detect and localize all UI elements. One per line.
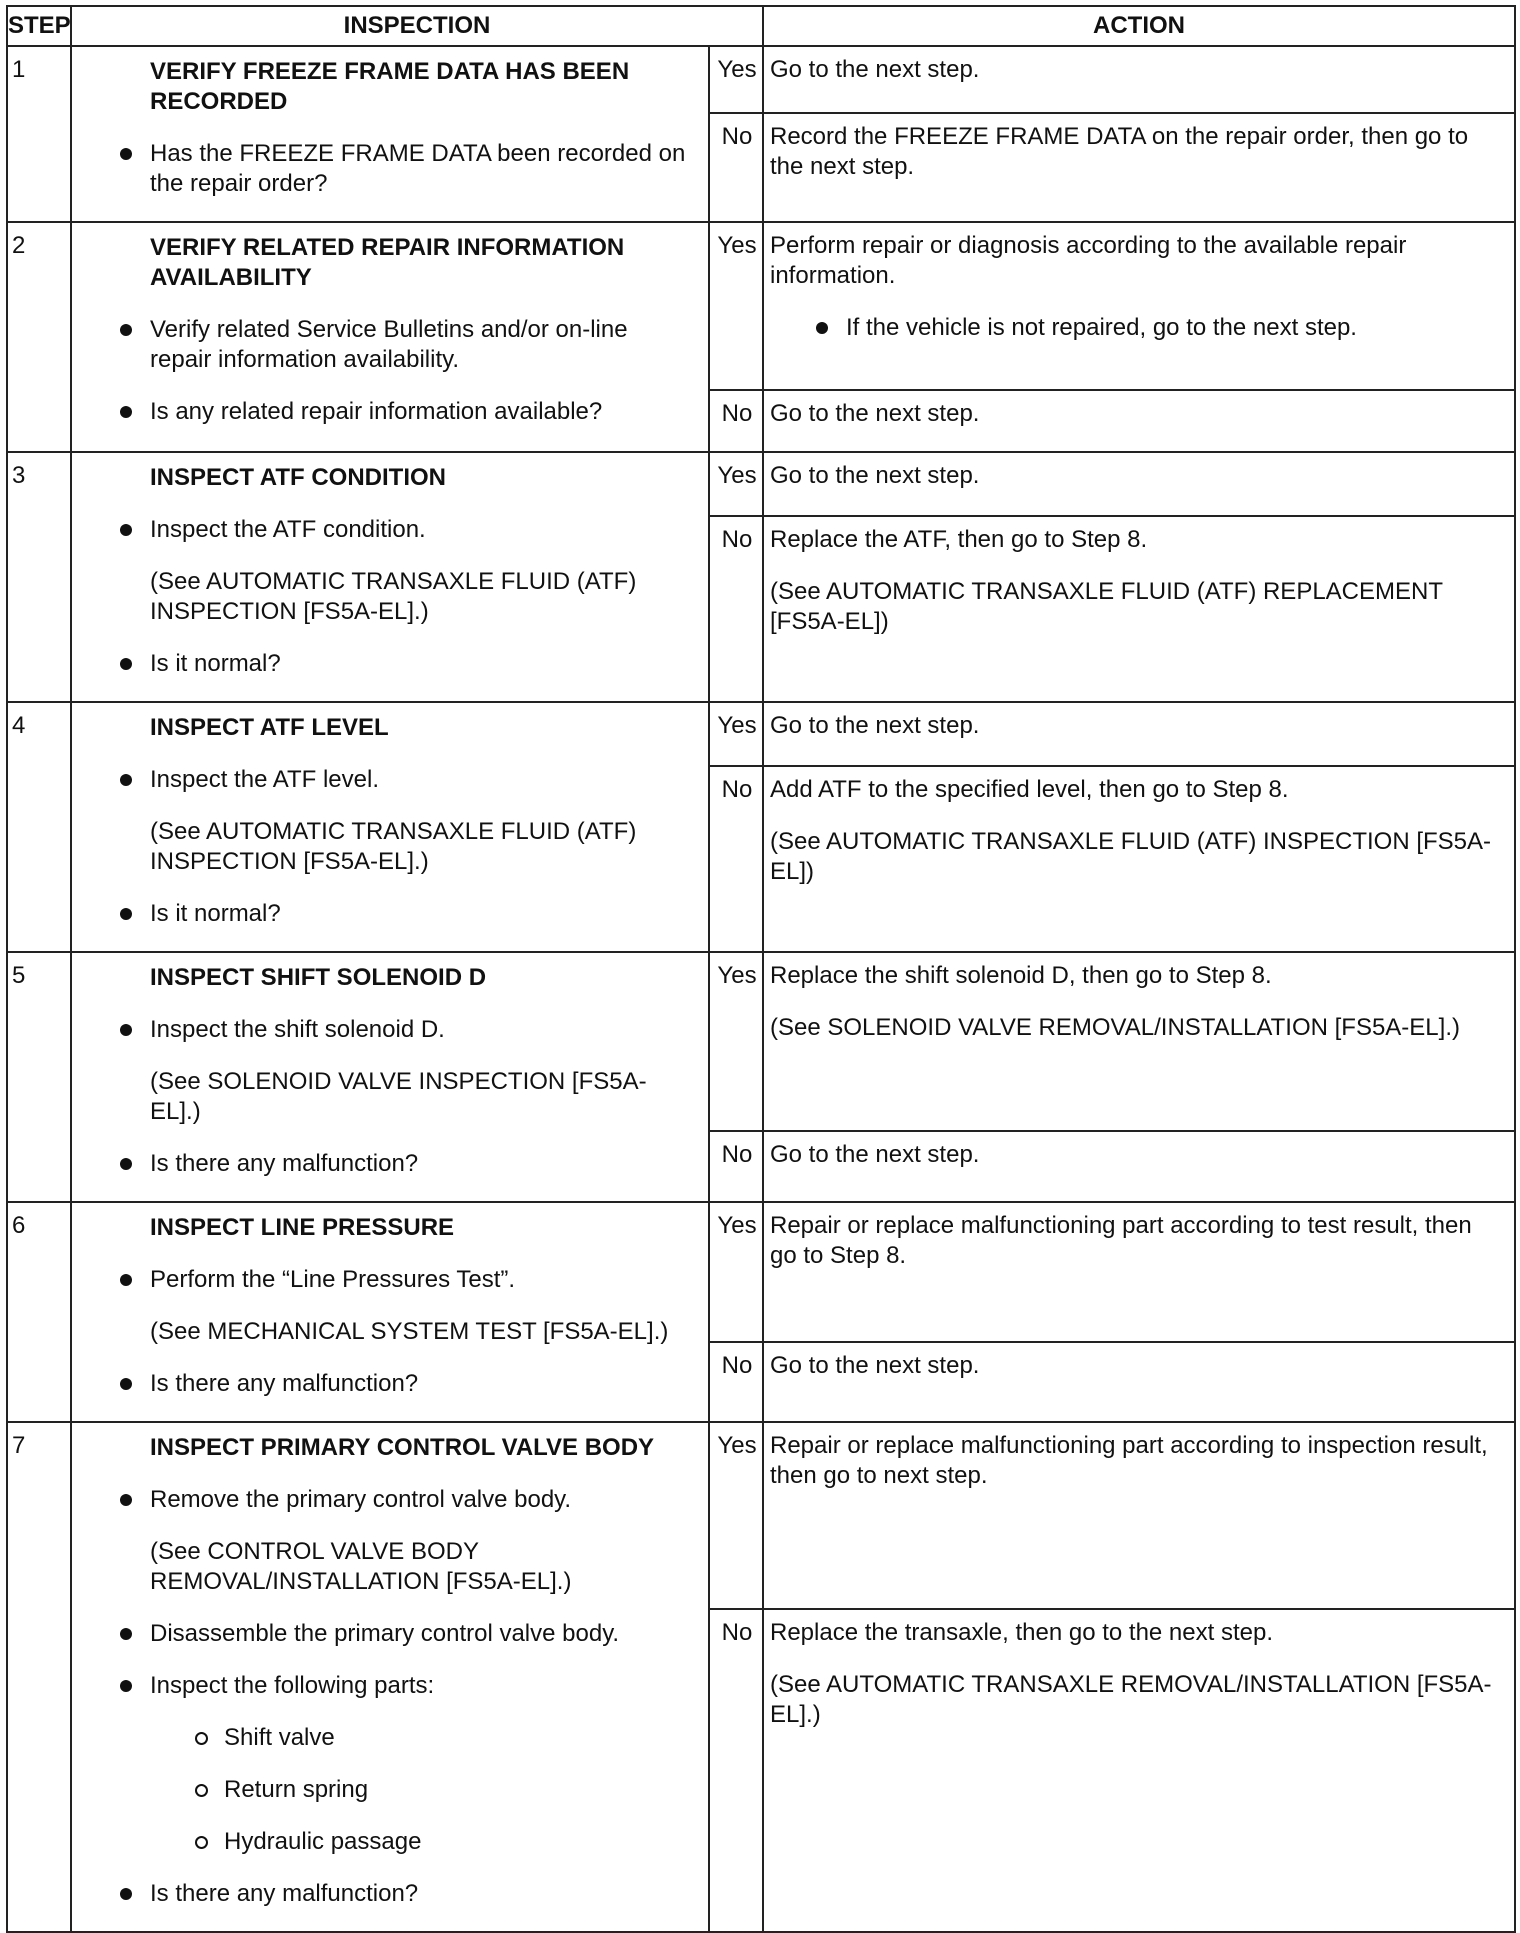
action-text: Go to the next step. [770, 1351, 980, 1379]
step-5-inspection [71, 952, 709, 1202]
step-6-inspection [71, 1202, 709, 1422]
step-title: INSPECT LINE PRESSURE [150, 1214, 455, 1241]
reference-text: (See AUTOMATIC TRANSAXLE FLUID (ATF) INSPECTION [FS5A-EL].) [150, 818, 637, 875]
part-item: Hydraulic passage [72, 1827, 688, 1857]
inspection-bullet: Is there any malfunction? [72, 1149, 688, 1179]
no-label: No [709, 1342, 763, 1422]
step-title: INSPECT ATF CONDITION [150, 464, 446, 491]
yes-action [763, 222, 1515, 390]
yes-action [763, 46, 1515, 113]
yes-label: Yes [709, 46, 763, 113]
no-label: No [709, 516, 763, 702]
no-action [763, 113, 1515, 222]
reference-text: (See AUTOMATIC TRANSAXLE FLUID (ATF) INSPECTION [FS5A-EL].) [150, 568, 637, 625]
no-action [763, 1342, 1515, 1422]
action-reference: (See AUTOMATIC TRANSAXLE FLUID (ATF) INSPECTION [FS5A-EL]) [770, 828, 1492, 886]
header-step: STEP [7, 6, 71, 46]
inspection-bullet: Verify related Service Bulletins and/or on-line repair information availability. [72, 315, 688, 375]
yes-label: Yes [709, 222, 763, 390]
part-item: Return spring [72, 1775, 688, 1805]
step-7-inspection [71, 1422, 709, 1932]
step-number: 4 [7, 702, 71, 952]
action-text: Go to the next step. [770, 400, 980, 427]
step-number: 3 [7, 452, 71, 702]
action-reference: (See AUTOMATIC TRANSAXLE REMOVAL/INSTALLATION [FS5A-EL].) [770, 1671, 1492, 1728]
inspection-bullet: Inspect the following parts: [72, 1671, 688, 1701]
table-header-row [7, 6, 1515, 46]
step-number: 2 [7, 222, 71, 452]
yes-label: Yes [709, 1202, 763, 1342]
action-bullet: If the vehicle is not repaired, go to the next step. [770, 313, 1502, 343]
step-4-yes-row [7, 702, 1515, 766]
action-text: Perform repair or diagnosis according to the available repair information. [770, 232, 1407, 289]
no-label: No [709, 766, 763, 952]
yes-action [763, 452, 1515, 516]
inspection-bullet: Disassemble the primary control valve body. [72, 1619, 688, 1649]
action-text: Go to the next step. [770, 1140, 980, 1168]
yes-label: Yes [709, 452, 763, 516]
step-2-yes-row [7, 222, 1515, 390]
step-title: INSPECT SHIFT SOLENOID D [150, 964, 487, 991]
action-text: Go to the next step. [770, 462, 980, 489]
action-text: Repair or replace malfunctioning part according to inspection result, then go to next step. [770, 1432, 1488, 1489]
step-4-inspection [71, 702, 709, 952]
reference-text: (See MECHANICAL SYSTEM TEST [FS5A-EL].) [150, 1318, 669, 1345]
no-action [763, 766, 1515, 952]
step-number: 1 [7, 46, 71, 222]
inspection-bullet: Remove the primary control valve body. [72, 1485, 688, 1515]
no-action [763, 1131, 1515, 1202]
action-text: Replace the transaxle, then go to the next step. [770, 1619, 1273, 1646]
yes-action [763, 702, 1515, 766]
inspection-bullet: Is it normal? [72, 649, 688, 679]
step-1-inspection [71, 46, 709, 222]
part-item: Shift valve [72, 1723, 688, 1753]
action-text: Repair or replace malfunctioning part according to test result, then go to Step 8. [770, 1212, 1472, 1269]
inspection-bullet: Inspect the ATF condition. [72, 515, 688, 545]
step-6-yes-row [7, 1202, 1515, 1342]
yes-action [763, 1422, 1515, 1609]
step-title: VERIFY RELATED REPAIR INFORMATION AVAILABILITY [150, 234, 625, 291]
header-inspection: INSPECTION [71, 6, 763, 46]
action-text: Replace the shift solenoid D, then go to Step 8. [770, 962, 1272, 989]
inspection-bullet: Has the FREEZE FRAME DATA been recorded on the repair order? [72, 139, 688, 199]
step-number: 7 [7, 1422, 71, 1932]
inspection-bullet: Inspect the shift solenoid D. [72, 1015, 688, 1045]
step-3-yes-row [7, 452, 1515, 516]
step-title: VERIFY FREEZE FRAME DATA HAS BEEN RECORDED [150, 58, 630, 115]
inspection-bullet: Is any related repair information available? [72, 397, 688, 427]
step-5-yes-row [7, 952, 1515, 1131]
step-title: INSPECT PRIMARY CONTROL VALVE BODY [150, 1434, 655, 1461]
inspection-bullet: Perform the “Line Pressures Test”. [72, 1265, 688, 1295]
action-text: Replace the ATF, then go to Step 8. [770, 526, 1148, 554]
action-text: Go to the next step. [770, 712, 980, 739]
inspection-bullet: Is there any malfunction? [72, 1369, 688, 1399]
header-action: ACTION [763, 6, 1515, 46]
yes-label: Yes [709, 702, 763, 766]
step-title: INSPECT ATF LEVEL [150, 714, 389, 741]
reference-text: (See SOLENOID VALVE INSPECTION [FS5A-EL].) [150, 1068, 647, 1125]
no-label: No [709, 1609, 763, 1932]
step-1-yes-row [7, 46, 1515, 113]
reference-text: (See CONTROL VALVE BODY REMOVAL/INSTALLATION [FS5A-EL].) [150, 1538, 572, 1595]
step-number: 6 [7, 1202, 71, 1422]
inspection-bullet: Inspect the ATF level. [72, 765, 688, 795]
action-reference: (See AUTOMATIC TRANSAXLE FLUID (ATF) REPLACEMENT [FS5A-EL]) [770, 578, 1443, 636]
no-action [763, 516, 1515, 702]
no-action [763, 390, 1515, 452]
step-3-inspection [71, 452, 709, 702]
action-text: Record the FREEZE FRAME DATA on the repair order, then go to the next step. [770, 123, 1469, 181]
action-text: Go to the next step. [770, 56, 980, 83]
yes-label: Yes [709, 1422, 763, 1609]
step-7-yes-row [7, 1422, 1515, 1609]
step-2-inspection [71, 222, 709, 452]
no-label: No [709, 390, 763, 452]
diagnostic-table-container [6, 5, 1514, 1907]
inspection-bullet: Is it normal? [72, 899, 688, 929]
diagnostic-procedure-table [6, 5, 1516, 1933]
no-label: No [709, 113, 763, 222]
inspection-bullet: Is there any malfunction? [72, 1879, 688, 1909]
yes-action [763, 952, 1515, 1131]
action-text: Add ATF to the specified level, then go to Step 8. [770, 776, 1289, 804]
yes-label: Yes [709, 952, 763, 1131]
no-label: No [709, 1131, 763, 1202]
yes-action [763, 1202, 1515, 1342]
no-action [763, 1609, 1515, 1932]
step-number: 5 [7, 952, 71, 1202]
action-reference: (See SOLENOID VALVE REMOVAL/INSTALLATION [FS5A-EL].) [770, 1014, 1460, 1041]
